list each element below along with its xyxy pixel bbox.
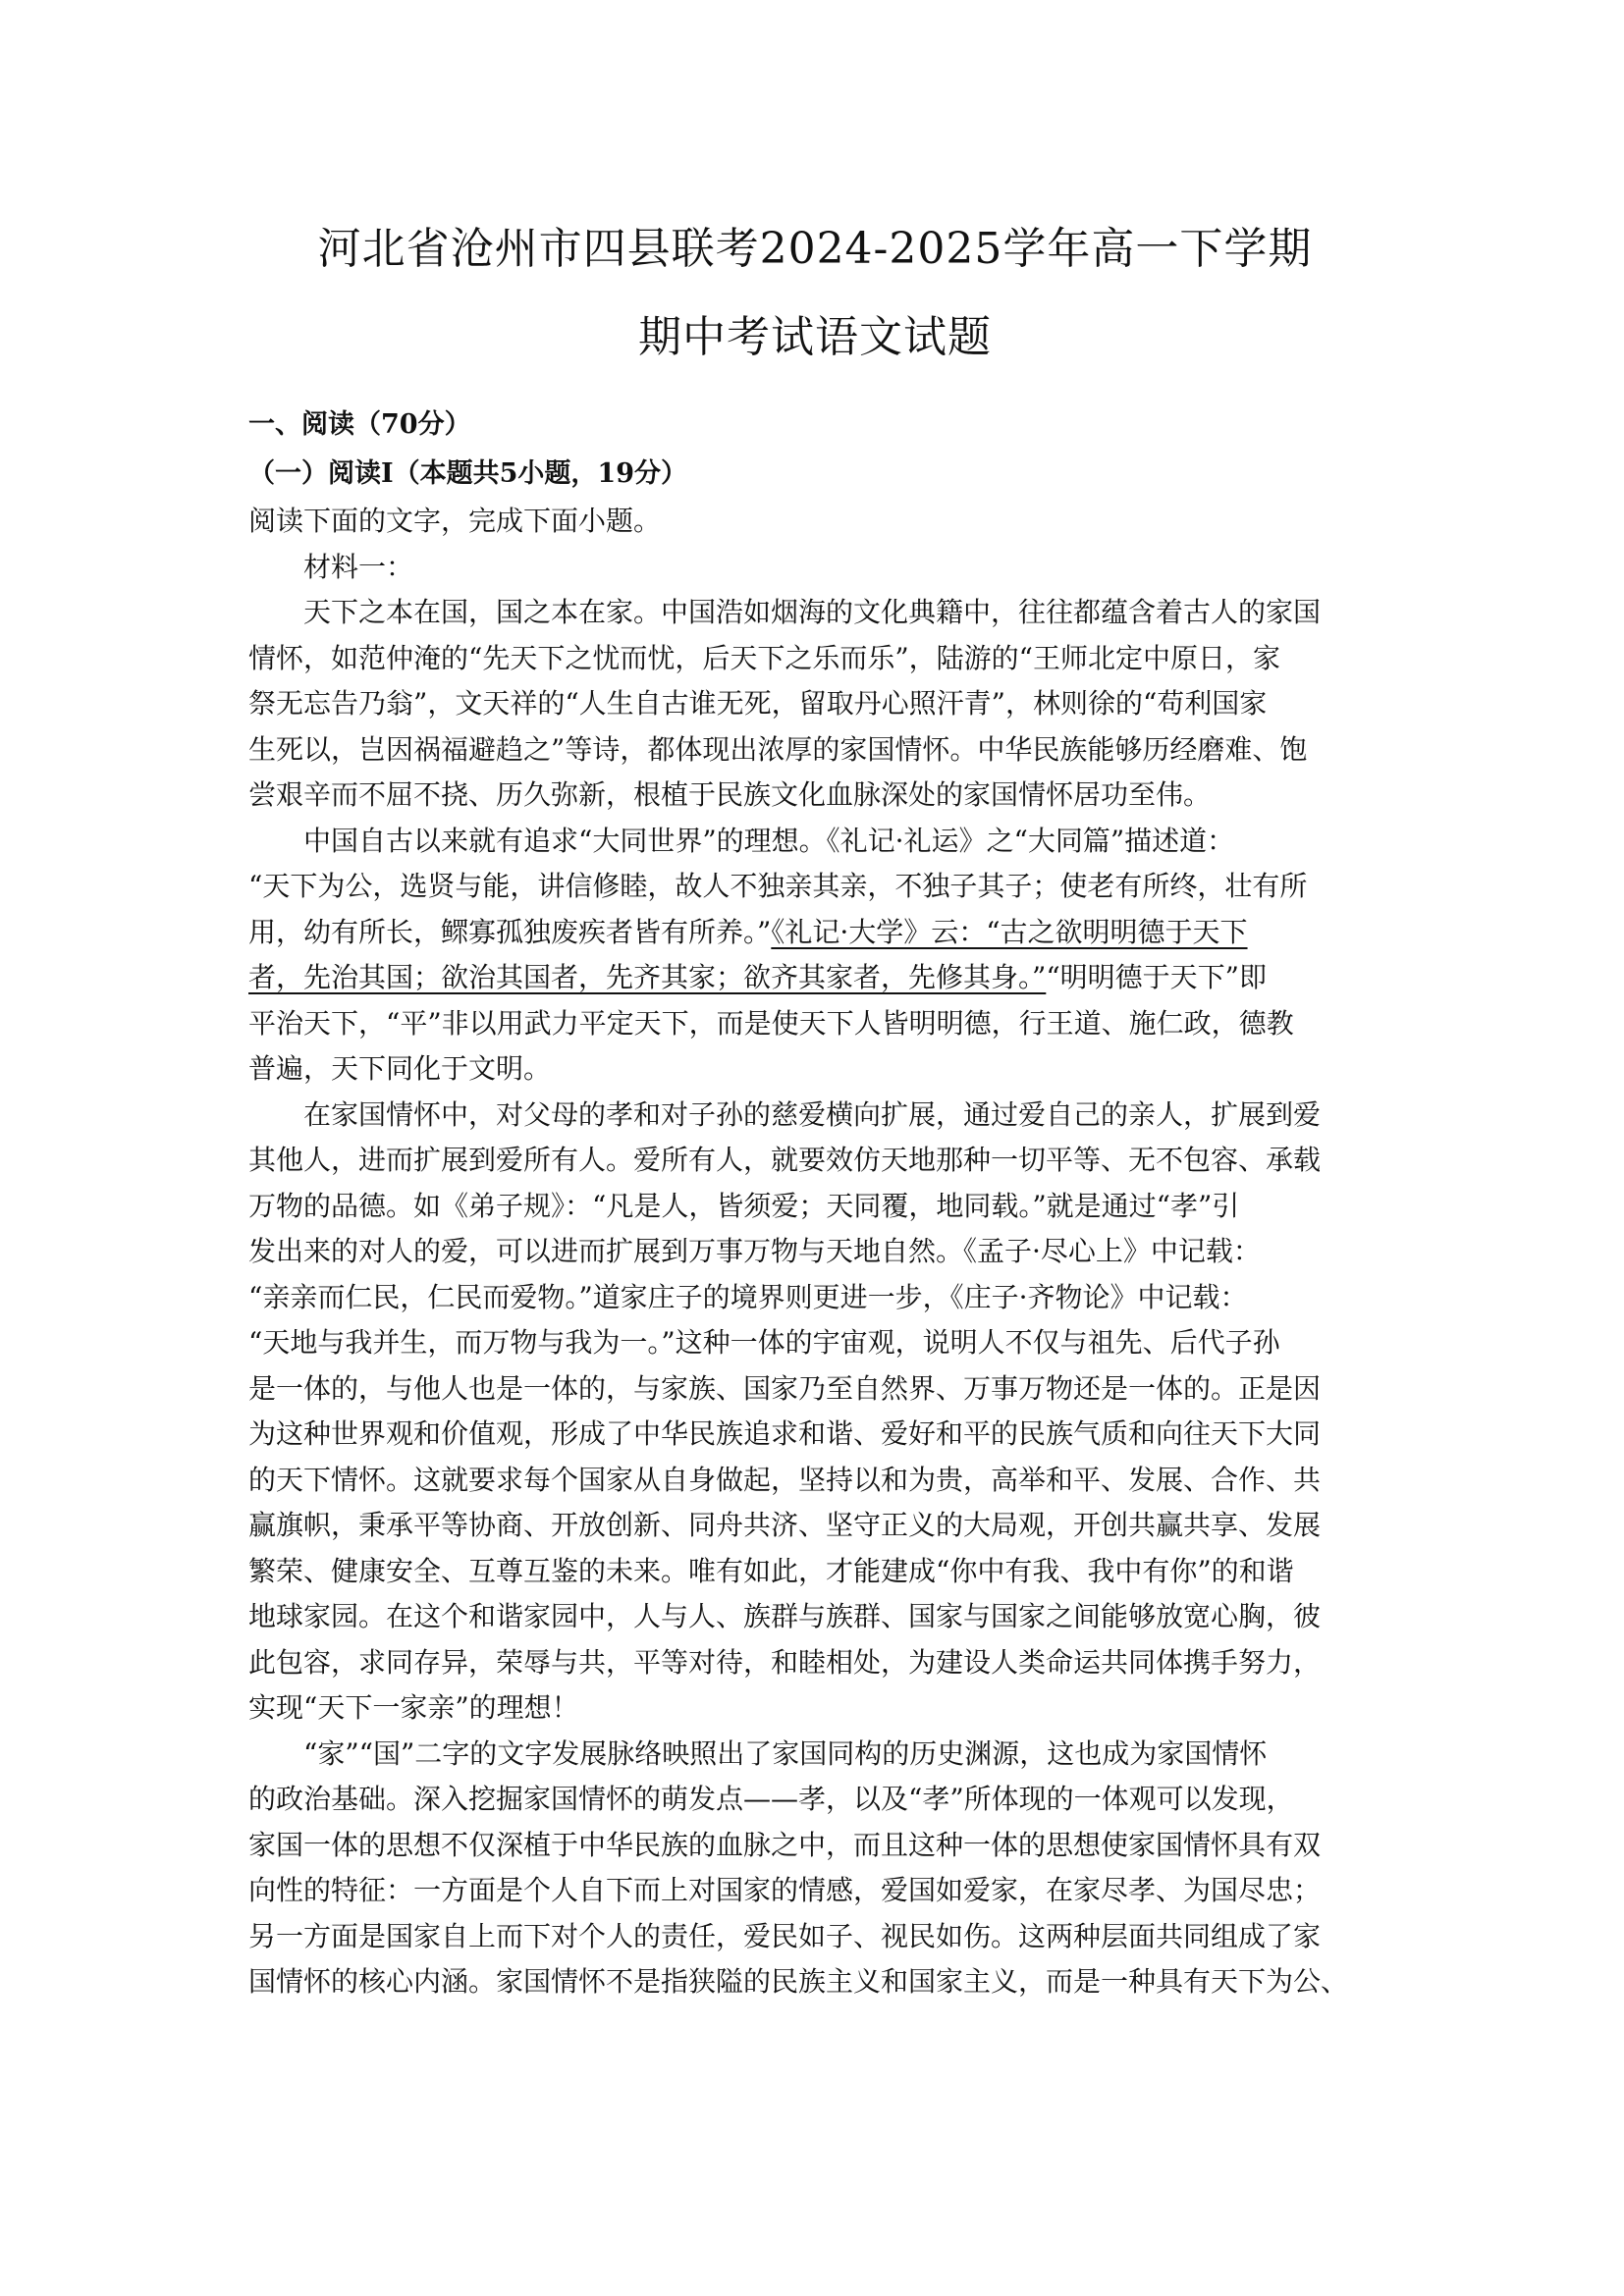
document-title-line2: 期中考试语文试题 [638,312,992,362]
text-line: 其他人，进而扩展到爱所有人。爱所有人，就要效仿天地那种一切平等、无不包容、承载 [248,1144,1322,1176]
text-line: 此包容，求同存异，荣辱与共，平等对待，和睦相处，为建设人类命运共同体携手努力， [248,1645,1322,1679]
body-text [248,590,1381,2005]
text-line [248,910,1381,956]
instruction-text: 阅读下面的文字，完成下面小题。 [248,505,662,537]
text-line: “天地与我并生，而万物与我为一。”这种一体的宇宙观，说明人不仅与祖先、后代子孙 [248,1326,1280,1359]
text-line: 为这种世界观和价值观，形成了中华民族追求和谐、爱好和平的民族气质和向往天下大同 [248,1417,1322,1450]
text-line: 在家国情怀中，对父母的孝和对子孙的慈爱横向扩展，通过爱自己的亲人，扩展到爱 [303,1097,1322,1131]
underlined-quote: 者，先治其国；欲治其国者，先齐其家；欲齐其家者，先修其身。” [248,961,1047,993]
text-line: 向性的特征：一方面是个人自下而上对国家的情感，爱国如爱家，在家尽孝、为国尽忠； [248,1874,1322,1906]
text-line: 赢旗帜，秉承平等协商、开放创新、同舟共济、坚守正义的大局观，开创共赢共享、发展 [248,1509,1322,1541]
text-line: 的天下情怀。这就要求每个国家从自身做起，坚持以和为贵，高举和平、发展、合作、共 [248,1463,1322,1496]
text-line: 万物的品德。如《弟子规》：“凡是人，皆须爱；天同覆，地同载。”就是通过“孝”引 [248,1189,1240,1222]
text-line: “亲亲而仁民，仁民而爱物。”道家庄子的境界则更进一步，《庄子·齐物论》中记载： [248,1280,1248,1313]
text-line: 是一体的，与他人也是一体的，与家族、国家乃至自然界、万事万物还是一体的。正是因 [248,1371,1322,1405]
text-line: 天下之本在国，国之本在家。中国浩如烟海的文化典籍中，往往都蕴含着古人的家国 [303,596,1322,628]
text-line: “天下为公，选贤与能，讲信修睦，故人不独亲其亲，不独子其子；使老有所终，壮有所 [248,870,1308,902]
text-line: 生死以，岂因祸福避趋之”等诗，都体现出浓厚的家国情怀。中华民族能够历经磨难、饱 [248,732,1308,766]
subsection-heading: （一）阅读Ⅰ（本题共5小题，19分） [248,458,687,489]
text-line: 另一方面是国家自上而下对个人的责任，爱民如子、视民如伤。这两种层面共同组成了家 [248,1919,1322,1952]
text-line: 情怀，如范仲淹的“先天下之忧而忧，后天下之乐而乐”，陆游的“王师北定中原日，家 [248,641,1280,674]
text-line [248,955,1381,1001]
text-line: 中国自古以来就有追求“大同世界”的理想。《礼记·礼运》之“大同篇”描述道： [303,824,1235,857]
document-title-line1: 河北省沧州市四县联考2024-2025学年高一下学期 [317,224,1313,274]
material-label: 材料一： [303,550,414,583]
text-line: “家”“国”二字的文字发展脉络映照出了家国同构的历史渊源，这也成为家国情怀 [303,1736,1268,1770]
text-line: 地球家园。在这个和谐家园中，人与人、族群与族群、国家与国家之间能够放宽心胸，彼 [248,1600,1322,1632]
text-line: 家国一体的思想不仅深植于中华民族的血脉之中，而且这种一体的思想使家国情怀具有双 [248,1828,1322,1861]
text-segment: 用，幼有所长，鳏寡孤独废疾者皆有所养。” [248,915,772,948]
text-line: 繁荣、健康安全、互尊互鉴的未来。唯有如此，才能建成“你中有我、我中有你”的和谐 [248,1554,1294,1587]
text-line: 发出来的对人的爱，可以进而扩展到万事万物与天地自然。《孟子·尽心上》中记载： [248,1235,1261,1267]
document-page [248,208,1381,2005]
text-line: 平治天下，“平”非以用武力平定天下，而是使天下人皆明明德，行王道、施仁政，德教 [248,1006,1294,1040]
section-heading: 一、阅读（70分） [248,409,471,440]
underlined-quote: 《礼记·大学》云：“古之欲明明德于天下 [771,915,1248,948]
text-line: 实现“天下一家亲”的理想！ [248,1691,579,1724]
text-segment: “明明德于天下”即 [1046,961,1267,993]
text-line: 祭无忘告乃翁”，文天祥的“人生自古谁无死，留取丹心照汗青”，林则徐的“苟利国家 [248,687,1268,720]
text-line: 尝艰辛而不屈不挠、历久弥新，根植于民族文化血脉深处的家国情怀居功至伟。 [248,778,1212,811]
text-line: 的政治基础。深入挖掘家国情怀的萌发点——孝，以及“孝”所体现的一体观可以发现， [248,1783,1294,1815]
text-line: 普遍，天下同化于文明。 [248,1052,552,1085]
text-line: 国情怀的核心内涵。家国情怀不是指狭隘的民族主义和国家主义，而是一种具有天下为公、 [248,1965,1349,1998]
